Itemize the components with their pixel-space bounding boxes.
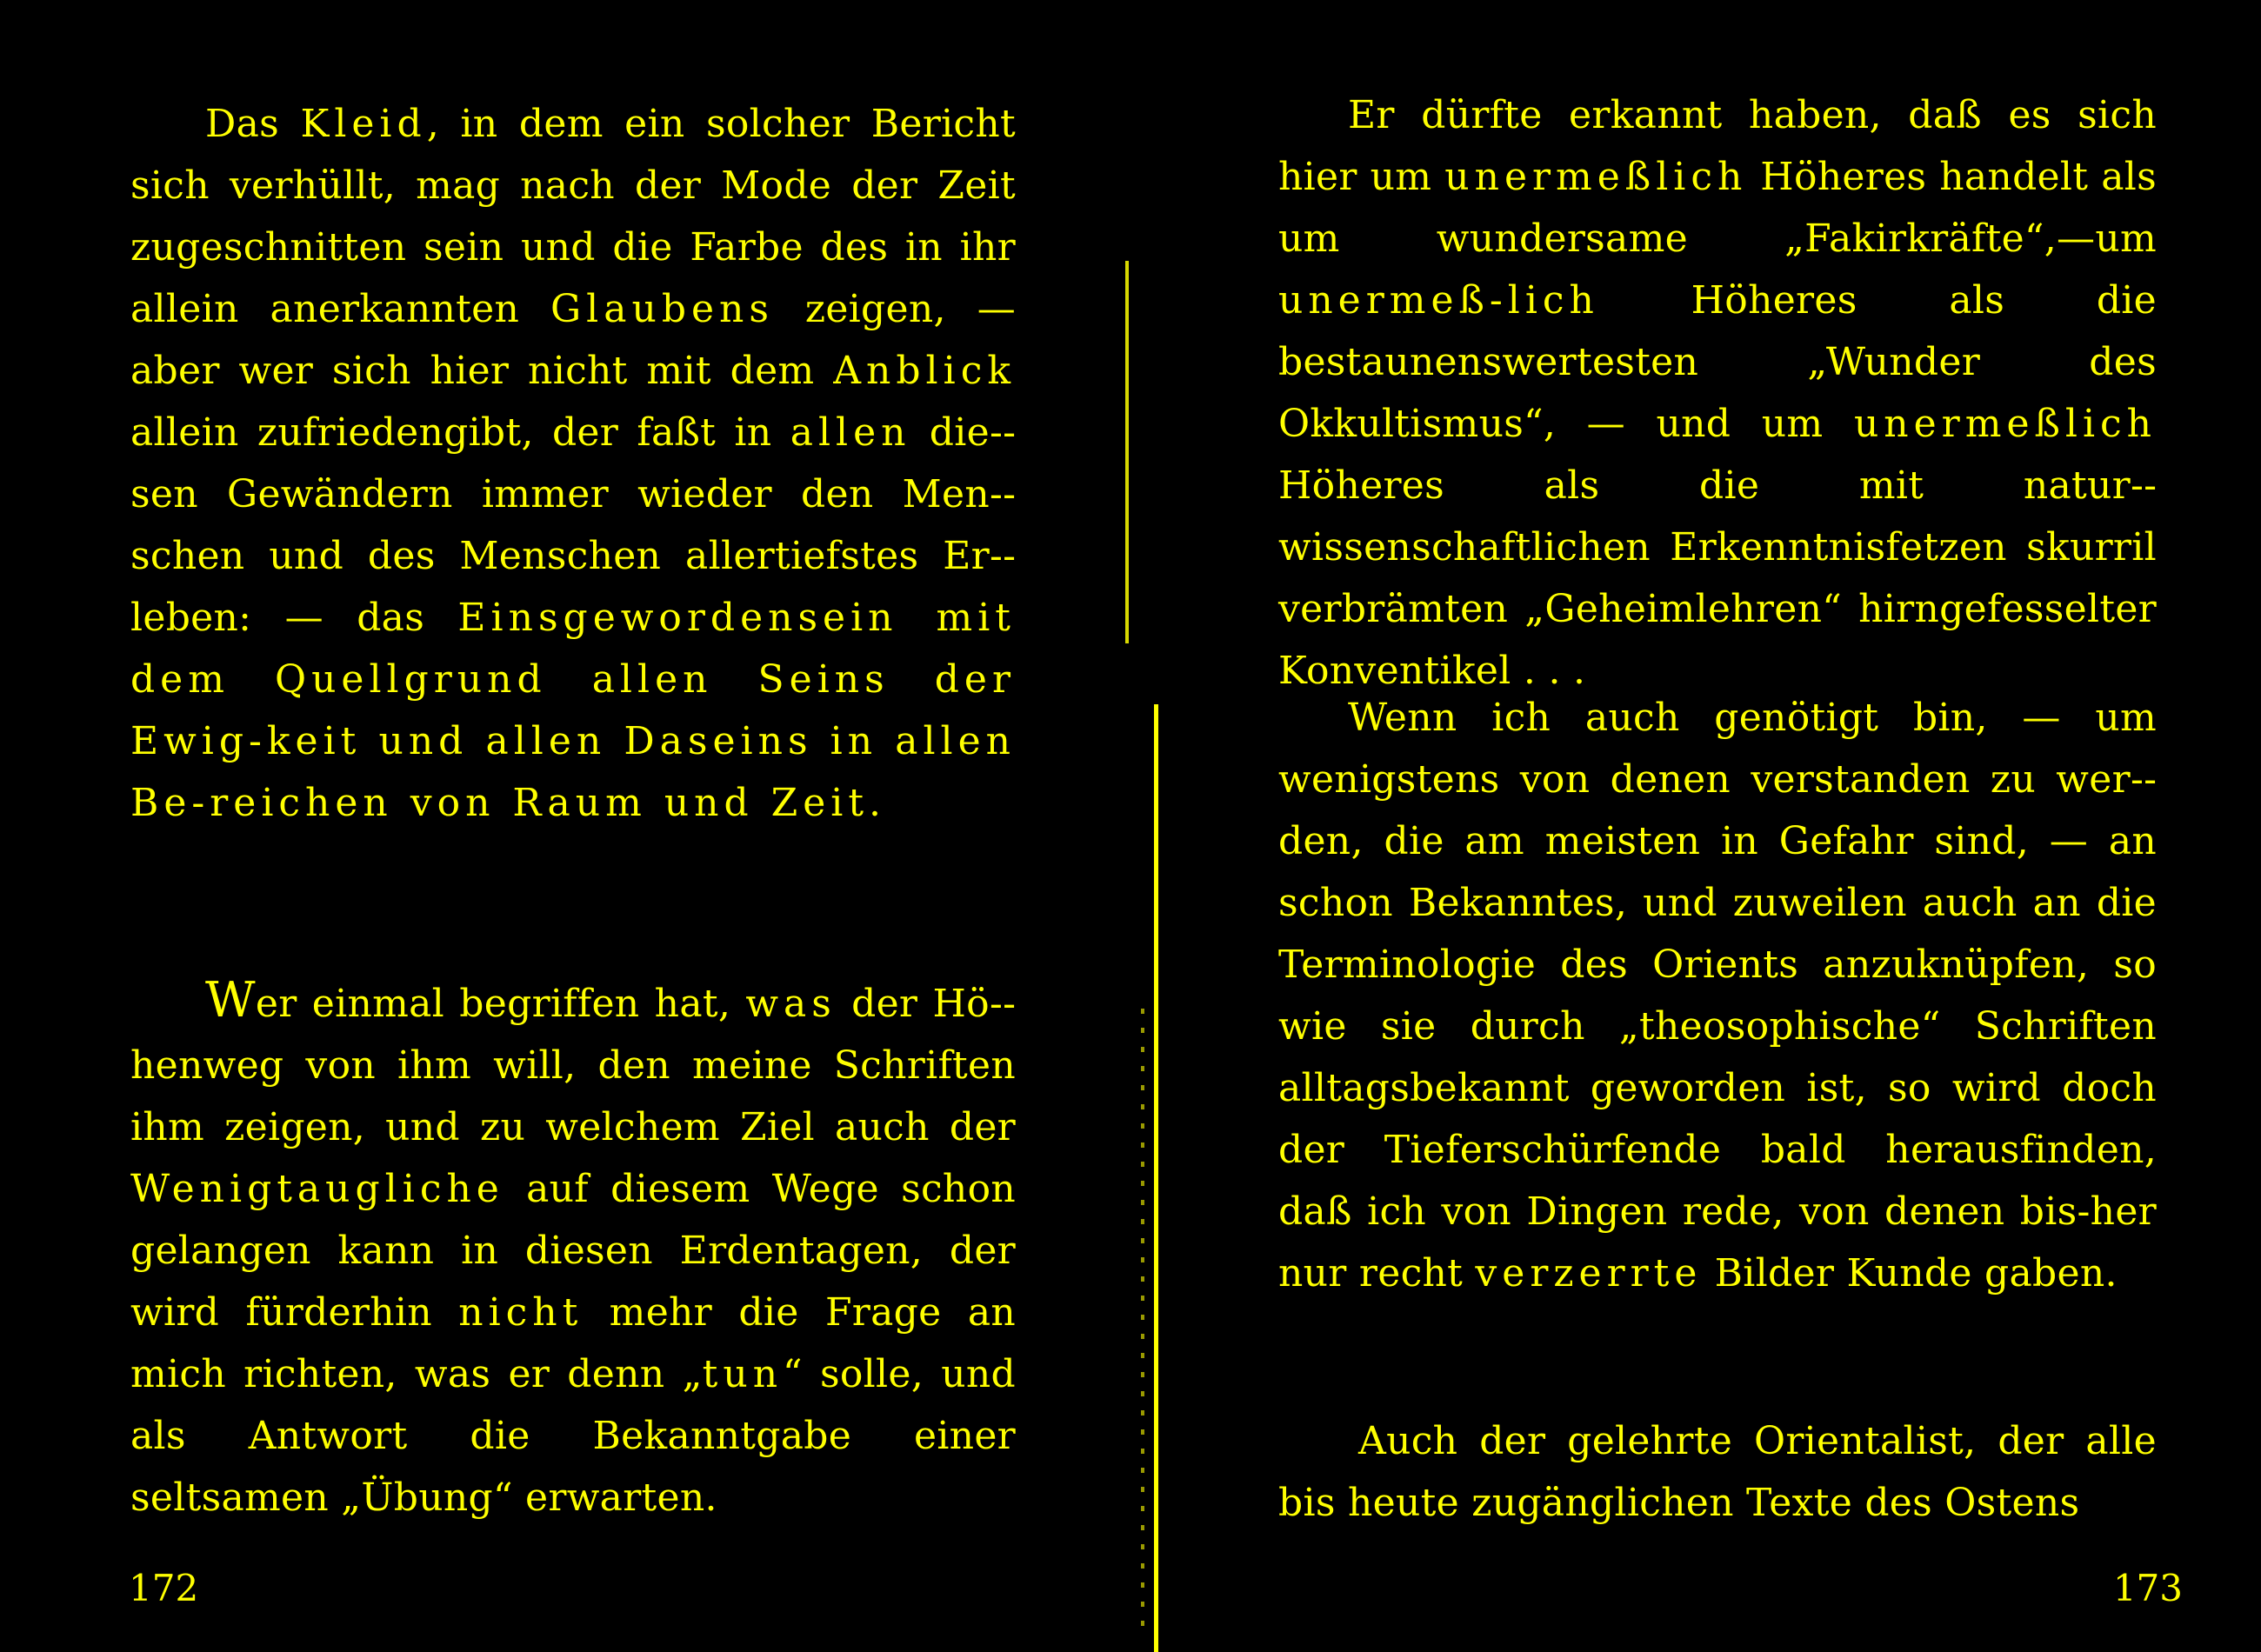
right-paragraph-3: Auch der gelehrte Orientalist, der alle bis heute zugänglichen Texte des Ostens xyxy=(1278,1419,2157,1525)
page-number-left: 172 xyxy=(129,1567,199,1609)
left-paragraph-1: Das Kleid, in dem ein solcher Bericht sich verhüllt, mag nach der Mode der Zeit zugeschnitten sein und die Farbe des in ihr allein anerkannten Glaubens zeigen, — aber wer sich hier nicht mit dem Anblick allein zufriedengibt, der faßt in allen die-sen Gewändern immer wieder den Men-schen und des Menschen allertiefstes Er-leben: — das Einsgewordensein mit dem Quellgrund allen Seins der Ewig-keit und allen Daseins in allen Be-reichen von Raum und Zeit. xyxy=(130,102,1016,825)
right-page xyxy=(1130,0,2261,1652)
left-paragraph-2: Wer einmal begriffen hat, was der Hö-henweg von ihm will, den meine Schriften ihm zeigen, und zu welchem Ziel auch der Wenigtaugliche auf diesem Wege schon gelangen kann in diesen Erdentagen, der wird fürderhin nicht mehr die Frage an mich richten, was er denn „tun“ solle, und als Antwort die Bekanntgabe einer seltsamen „Übung“ erwarten. xyxy=(130,972,1017,1520)
page-number-right: 173 xyxy=(2112,1567,2183,1609)
left-page xyxy=(0,0,1130,1652)
gutter-shadow-upper xyxy=(1125,261,1129,643)
initial-letter: W xyxy=(205,972,256,1029)
right-paragraph-1: Er dürfte erkannt haben, daß es sich hier um unermeßlich Höheres handelt als um wundersame „Fakirkräfte“,—um unermeß-lich Höheres als die bestaunenswertesten „Wunder des Okkultismus“, — und um unermeßlich Höheres als die mit natur-wissenschaftlichen Erkenntnisfetzen skurril verbrämten „Geheimlehren“ hirngefesselter Konventikel . . . xyxy=(1278,93,2157,693)
right-paragraph-2: Wenn ich auch genötigt bin, — um wenigstens von denen verstanden zu wer-den, die am meisten in Gefahr sind, — an schon Bekanntes, und zuweilen auch an die Terminologie des Orients anzuknüpfen, so wie sie durch „theosophische“ Schriften alltagsbekannt geworden ist, so wird doch der Tieferschürfende bald herausfinden, daß ich von Dingen rede, von denen bis-her nur recht verzerrte Bilder Kunde gaben. xyxy=(1278,696,2157,1296)
